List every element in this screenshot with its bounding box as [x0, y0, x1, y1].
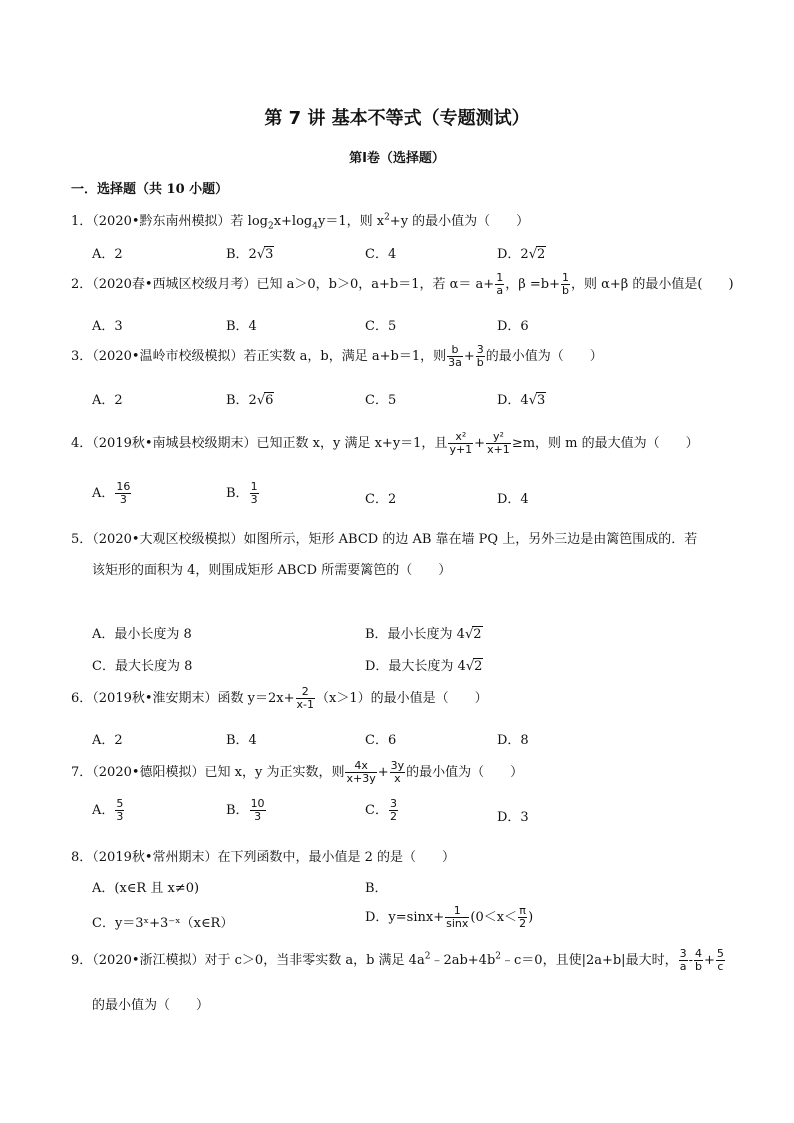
q7-option-c: C． $\frac{3}{2}$ [365, 797, 397, 823]
q3-option-d: D．4√3 [497, 393, 546, 408]
q7-option-a: A． $\frac{5}{3}$ [92, 797, 124, 823]
q6-option-a: A．2 [92, 733, 123, 748]
question-5-line-1: 5．（2020•大观区校级模拟）如图所示，矩形 ABCD 的边 AB 靠在墙 PQ 上，另外三边是由篱笆围成的．若 [71, 532, 698, 547]
q1-option-b: B．2√3 [226, 247, 274, 262]
question-6-stem: 6．（2019秋•淮安期末）函数 y＝2x+ $\frac{2}{x-1}$ （x＞1）的最小值是（ ） [71, 685, 488, 711]
q8-option-c: C．y＝3ˣ+3⁻ˣ（x∈R） [92, 916, 234, 931]
question-9-line-2: 的最小值为（ ） [92, 998, 210, 1013]
question-5-line-2: 该矩形的面积为 4，则围成矩形 ABCD 所需要篱笆的（ ） [92, 563, 452, 578]
q4-option-d: D．4 [497, 492, 529, 507]
q2-option-b: B．4 [226, 319, 257, 334]
q2-option-c: C．5 [365, 319, 397, 334]
question-9-stem: 9．（2020•浙江模拟）对于 c＞0，当非零实数 a，b 满足 $4a^2﹣2ab+4b^2﹣c=0$，且使|2a+b|最大时， $\frac{3}{a}$ - $\frac{4}{b}$ + $\frac{5}{c}$ [71, 947, 724, 973]
question-3-stem: 3．（2020•温岭市校级模拟）若正实数 a，b，满足 a+b＝1，则 $\frac{b}{3a}$ + $\frac{3}{b}$ 的最小值为（ ） [71, 343, 603, 369]
q3-option-c: C．5 [365, 393, 397, 408]
question-2-stem: 2．（2020春•西城区校级月考）已知 a＞0，b＞0，a+b＝1，若 α＝ a+ $\frac{1}{a}$ ，β =b+ $\frac{1}{b}$ ，则 α+β 的最小值是( ) [71, 271, 734, 297]
q7-option-b: B． $\frac{10}{3}$ [226, 797, 265, 823]
section-heading: 一．选择题（共 10 小题） [71, 182, 229, 197]
page-title: 第 7 讲 基本不等式（专题测试） [264, 108, 530, 129]
q5-option-d: D．最大长度为 4√2 [365, 659, 483, 674]
q1-option-c: C．4 [365, 247, 397, 262]
q2-option-d: D．6 [497, 319, 529, 334]
question-1-stem: 1．（2020•黔东南州模拟）若 $\log_2x+\log_4y=1$，则 $x^2+y$ 的最小值为（ ） [71, 212, 530, 232]
q1-option-a: A．2 [92, 247, 123, 262]
q4-option-b: B． $\frac{1}{3}$ [226, 480, 258, 506]
volume-subtitle: 第Ⅰ卷（选择题） [349, 151, 445, 166]
q4-option-a: A． $\frac{16}{3}$ [92, 480, 131, 506]
q1-option-d: D．2√2 [497, 247, 546, 262]
q3-option-a: A．2 [92, 393, 123, 408]
question-8-stem: 8．（2019秋•常州期末）在下列函数中，最小值是 2 的是（ ） [71, 850, 456, 865]
q6-option-c: C．6 [365, 733, 397, 748]
q5-option-c: C．最大长度为 8 [92, 659, 193, 674]
q2-option-a: A．3 [92, 319, 123, 334]
q7-option-d: D．3 [497, 810, 529, 825]
q5-option-b: B．最小长度为 4√2 [365, 627, 482, 642]
question-4-stem: 4．（2019秋•南城县校级期末）已知正数 x，y 满足 x+y＝1，且 $\frac{\text{x²}}{y+1}$ + $\frac{\text{y²}}{x+1}$ ≥m，则 m 的最大值为（ ） [71, 430, 699, 456]
q5-option-a: A．最小长度为 8 [92, 627, 192, 642]
q8-option-d: D．y=sinx+ $\frac{1}{\sin x}$ (0＜x＜ $\frac{\pi}{2}$ ) [365, 904, 534, 930]
q6-option-d: D．8 [497, 733, 529, 748]
q4-option-c: C．2 [365, 492, 397, 507]
q8-option-a: A．(x∈R 且 x≠0) [92, 881, 200, 896]
q3-option-b: B．2√6 [226, 393, 274, 408]
q6-option-b: B．4 [226, 733, 257, 748]
q8-option-b: B． [365, 881, 388, 896]
question-7-stem: 7．（2020•德阳模拟）已知 x，y 为正实数，则 $\frac{4x}{x+3y}$ + $\frac{3y}{x}$ 的最小值为（ ） [71, 759, 524, 785]
